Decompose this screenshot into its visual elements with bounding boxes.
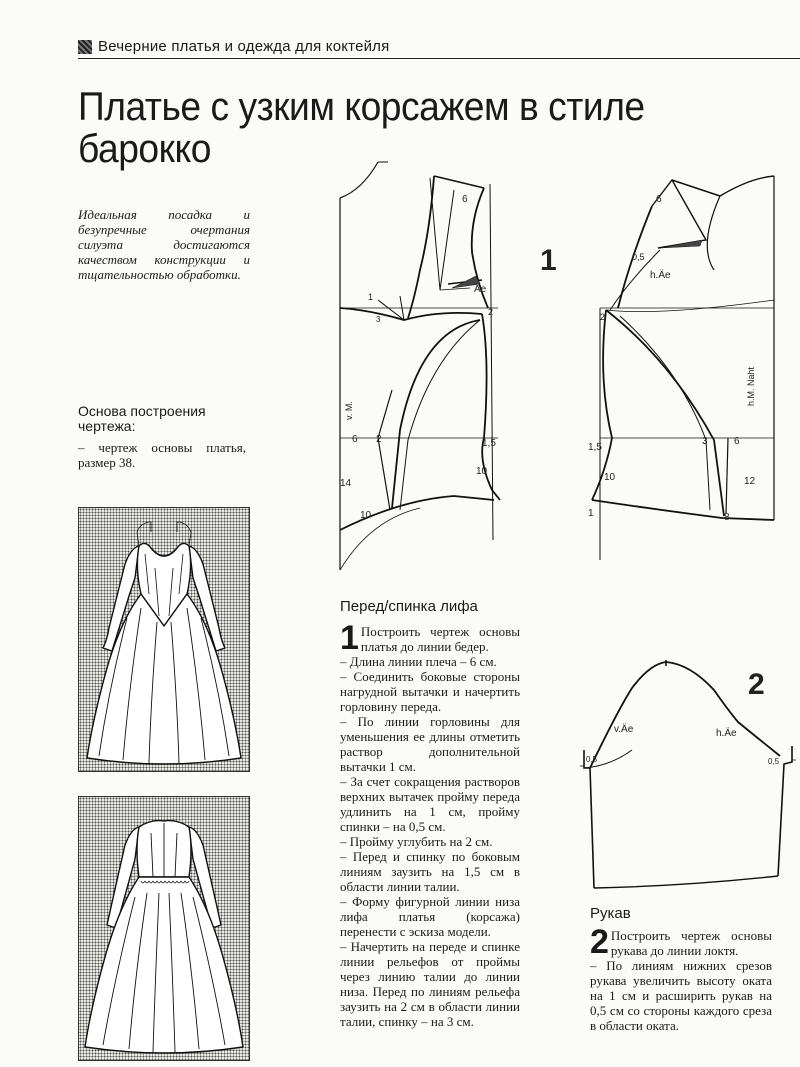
bodice-step-6: – Пройму углубить на 2 см.	[340, 834, 493, 849]
bodice-step-9: – Начертить на переде и спинке линии рельефов от проймы через линию талии до линии низа. Перед по линиям рельефа заузить на 2 см в области линии талии, спинку – на 3 см.	[340, 939, 520, 1029]
label-front-three: 3	[376, 315, 381, 324]
sleeve-left-seam	[584, 750, 594, 888]
back-princess-seam	[606, 310, 724, 516]
label-sleeve-right-half: 0,5	[768, 757, 780, 766]
bodice-step-3: – Соединить боковые стороны нагрудной вытачки и начертить горловину переда.	[340, 669, 520, 714]
back-shoulder-block	[652, 180, 706, 248]
label-front-one: 1	[368, 292, 374, 302]
front-labels	[340, 194, 496, 521]
sleeve-heading: Рукав	[590, 905, 631, 922]
front-pattern	[340, 162, 500, 570]
label-back-hae: h.Äe	[650, 270, 671, 281]
bodice-step-8: – Форму фигурной линии низа лифа платья (корсажа) перенести с эскиза модели.	[340, 894, 520, 939]
front-neck-line	[340, 162, 378, 198]
label-back-eight: 8	[724, 512, 730, 523]
figure-2-number: 2	[748, 668, 765, 701]
sleeve-step-number: 2	[590, 923, 609, 961]
label-back-one-five: 1,5	[588, 442, 602, 453]
bodice-pattern-drawing	[330, 160, 800, 580]
dress-front-illustration	[78, 507, 250, 772]
title-line-1: Платье с узким корсажем в стиле	[78, 85, 645, 129]
front-shoulder-line	[434, 176, 484, 188]
label-back-six-top: 6	[656, 194, 662, 205]
label-sleeve-vae: v.Äe	[614, 724, 634, 735]
label-back-hm: h.M. Naht	[746, 366, 756, 406]
label-front-two: 2	[376, 434, 382, 445]
bodice-step-number: 1	[340, 619, 359, 657]
sleeve-step-1: 2 Построить чертеж основы рукава до линии локтя.	[590, 923, 772, 961]
section-title: Вечерние платья и одежда для коктейля	[98, 38, 390, 55]
sleeve-right-seam	[778, 746, 792, 876]
back-labels	[588, 194, 756, 523]
figure-1-number: 1	[540, 244, 557, 277]
label-front-ten-side: 10	[476, 466, 488, 477]
bodice-step-2: – Длина линии плеча – 6 см.	[340, 654, 497, 669]
label-front-six: 6	[352, 434, 358, 445]
dress-back-illustration	[78, 796, 250, 1061]
sleeve-steps	[590, 923, 772, 1033]
article-title	[78, 86, 673, 170]
dress-front-drawing	[79, 508, 249, 771]
sleeve-step-2: – По линиям нижних срезов рукава увеличить высоту оката на 1 см и расширить рукав на 0,5 см со стороны каждого среза в области оката.	[590, 958, 772, 1033]
label-front-vm: v. M.	[344, 401, 354, 420]
bodice-step-7: – Перед и спинку по боковым линиям заузить на 1,5 см в области линии талии.	[340, 849, 520, 894]
front-princess-seam-left	[392, 320, 480, 508]
label-back-ten: 10	[604, 472, 616, 483]
label-sleeve-hae: h.Äe	[716, 728, 737, 739]
label-front-ae: Äe	[474, 284, 487, 295]
bodice-steps	[340, 619, 520, 1029]
sleeve-hem	[594, 876, 778, 888]
label-back-six: 6	[734, 436, 740, 447]
section-marker	[78, 40, 92, 54]
back-neck-line	[720, 176, 774, 196]
bodice-heading: Перед/спинка лифа	[340, 598, 478, 615]
title-line-2: барокко	[78, 127, 211, 171]
label-sleeve-left-half: 0,5	[586, 755, 598, 764]
label-back-two: 2	[600, 312, 606, 322]
section-header	[78, 38, 800, 59]
label-front-ten-hem: 10	[360, 510, 372, 521]
label-back-half: 0,5	[632, 252, 645, 262]
label-front-one-five: 1,5	[482, 438, 496, 449]
front-neckline-new	[408, 176, 434, 318]
basis-heading: Основа построения чертежа:	[78, 403, 206, 434]
label-back-three: 3	[702, 436, 708, 447]
basis-text: – чертеж основы платья, размер 38.	[78, 440, 246, 470]
bodice-step-4: – По линии горловины для уменьшения ее длины отметить раствор дополнительной вытачки 1 см.	[340, 714, 520, 774]
label-back-twelve: 12	[744, 476, 756, 487]
label-back-one: 1	[588, 508, 594, 519]
intro-text: Идеальная посадка и безупречные очертания силуэта достигаются качеством конструкции и тщательностью обработки.	[78, 207, 250, 282]
label-front-two-side: 2	[488, 307, 494, 317]
back-hem-curve	[592, 500, 774, 520]
label-front-fourteen: 14	[340, 478, 352, 489]
bodice-step-1: 1 Построить чертеж основы платья до линии бедер.	[340, 619, 520, 657]
dress-back-drawing	[79, 797, 249, 1060]
bodice-step-5: – За счет сокращения растворов верхних вытачек пройму переда удлинить на 1 см, пройму спинки – на 0,5 см.	[340, 774, 520, 834]
label-front-six-top: 6	[462, 194, 468, 205]
sleeve-pattern-drawing	[570, 650, 800, 900]
